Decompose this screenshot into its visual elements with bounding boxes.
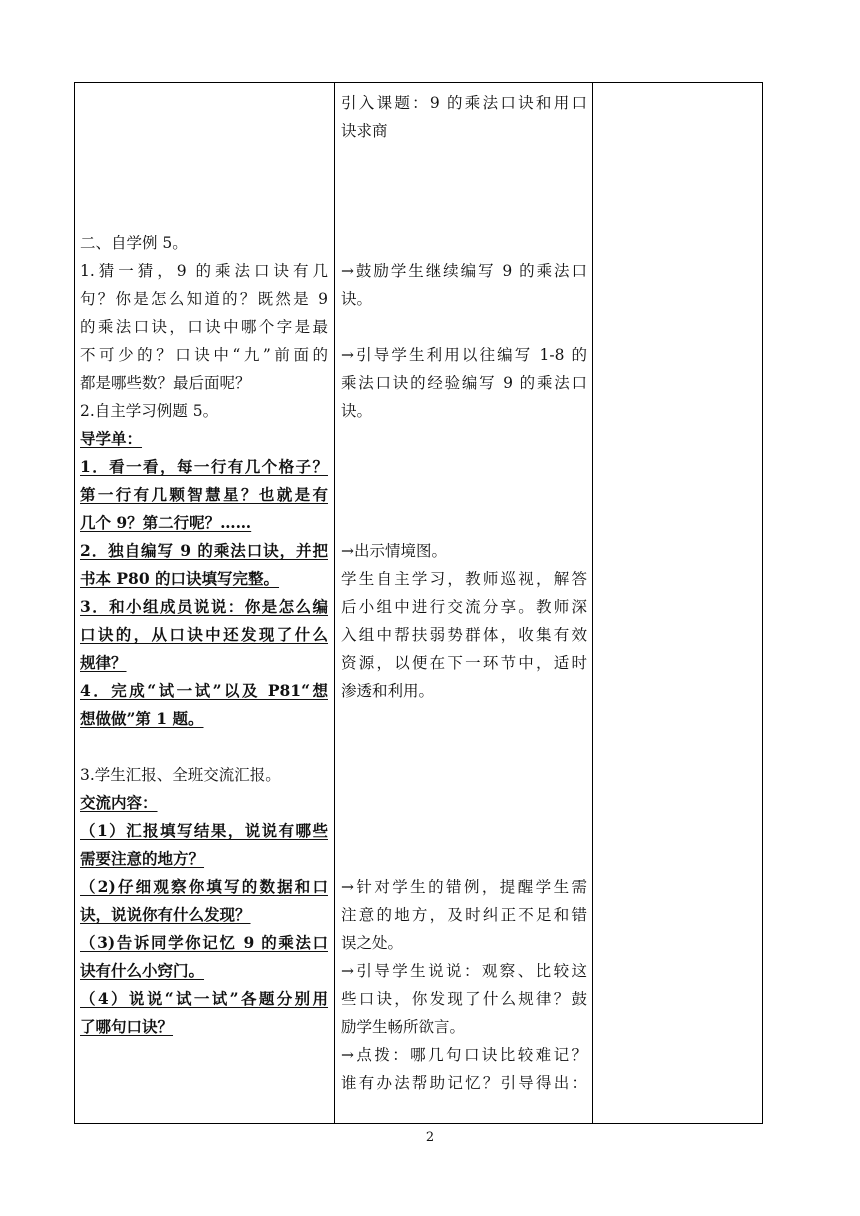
study-guide-line: 2．独自编写 9 的乘法口诀，并把 [80,541,328,560]
text-line: 不可少的？口诀中“九”前面的 [80,346,328,364]
study-guide-line: 1．看一看，每一行有几个格子？ [80,457,328,476]
study-guide-line: 规律？ [80,653,127,672]
text-line: 误之处。 [341,934,404,952]
text-line: 的乘法口诀，口诀中哪个字是最 [80,318,328,336]
exchange-line: 需要注意的地方？ [80,849,205,868]
text-line: 注意的地方，及时纠正不足和错 [341,906,587,924]
notes-column [597,83,757,1123]
column-divider-1 [334,83,335,1123]
text-line: 1.猜一猜，9 的乘法口诀有几 [80,262,328,280]
text-line: →点拨：哪几句口诀比较难记？ [341,1046,587,1064]
text-line: 些口诀，你发现了什么规律？鼓 [341,990,587,1008]
exchange-line: （3)告诉同学你记忆 9 的乘法口 [80,933,328,952]
text-line: 3.学生汇报、全班交流汇报。 [80,766,281,784]
lesson-plan-table [74,82,763,1124]
text-line: 句？你是怎么知道的？既然是 9 [80,290,328,308]
study-guide-line: 口诀的，从口诀中还发现了什么 [80,625,328,644]
section-heading: 二、自学例 5。 [80,234,188,252]
column-divider-2 [592,83,593,1123]
study-guide-line: 3．和小组成员说说：你是怎么编 [80,597,328,616]
text-line: 学生自主学习，教师巡视，解答 [341,570,587,588]
exchange-heading: 交流内容： [80,793,158,812]
text-line: 都是哪些数？最后面呢？ [80,374,251,392]
text-line: →引导学生说说：观察、比较这 [341,962,587,980]
exchange-line: 诀有什么小窍门。 [80,961,205,980]
text-line: →鼓励学生继续编写 9 的乘法口 [341,262,587,280]
text-line: 后小组中进行交流分享。教师深 [341,598,587,616]
text-line: 2.自主学习例题 5。 [80,402,219,420]
student-activity-column [80,83,328,1123]
exchange-line: 诀，说说你有什么发现？ [80,905,251,924]
study-guide-line: 想做做”第 1 题。 [80,709,204,728]
text-line: 谁有办法帮助记忆？引导得出： [341,1074,587,1092]
study-guide-line: 几个 9？第二行呢？…… [80,513,252,532]
text-line: →针对学生的错例，提醒学生需 [341,878,587,896]
text-line: 乘法口诀的经验编写 9 的乘法口 [341,374,587,392]
study-guide-heading: 导学单： [80,429,143,448]
study-guide-line: 书本 P80 的口诀填写完整。 [80,569,280,588]
exchange-line: （4）说说“试一试”各题分别用 [80,989,328,1008]
exchange-line: （1）汇报填写结果，说说有哪些 [80,821,328,840]
text-line: 诀。 [341,402,373,420]
exchange-line: （2)仔细观察你填写的数据和口 [80,877,328,896]
text-line: 引入课题：9 的乘法口诀和用口 [341,94,587,112]
text-line: →引导学生利用以往编写 1-8 的 [341,346,587,364]
text-line: 励学生畅所欲言。 [341,1018,466,1036]
exchange-line: 了哪句口诀？ [80,1017,174,1036]
text-line: 资源，以便在下一环节中，适时 [341,654,587,672]
teacher-guidance-column [341,83,587,1123]
page-number: 2 [425,1130,435,1145]
text-line: 入组中帮扶弱势群体，收集有效 [341,626,587,644]
text-line: 诀求商 [341,122,388,140]
text-line: →出示情境图。 [341,542,447,560]
text-line: 诀。 [341,290,373,308]
text-line: 渗透和利用。 [341,682,435,700]
study-guide-line: 第一行有几颗智慧星？也就是有 [80,485,328,504]
study-guide-line: 4．完成“试一试”以及 P81“想 [80,681,328,700]
